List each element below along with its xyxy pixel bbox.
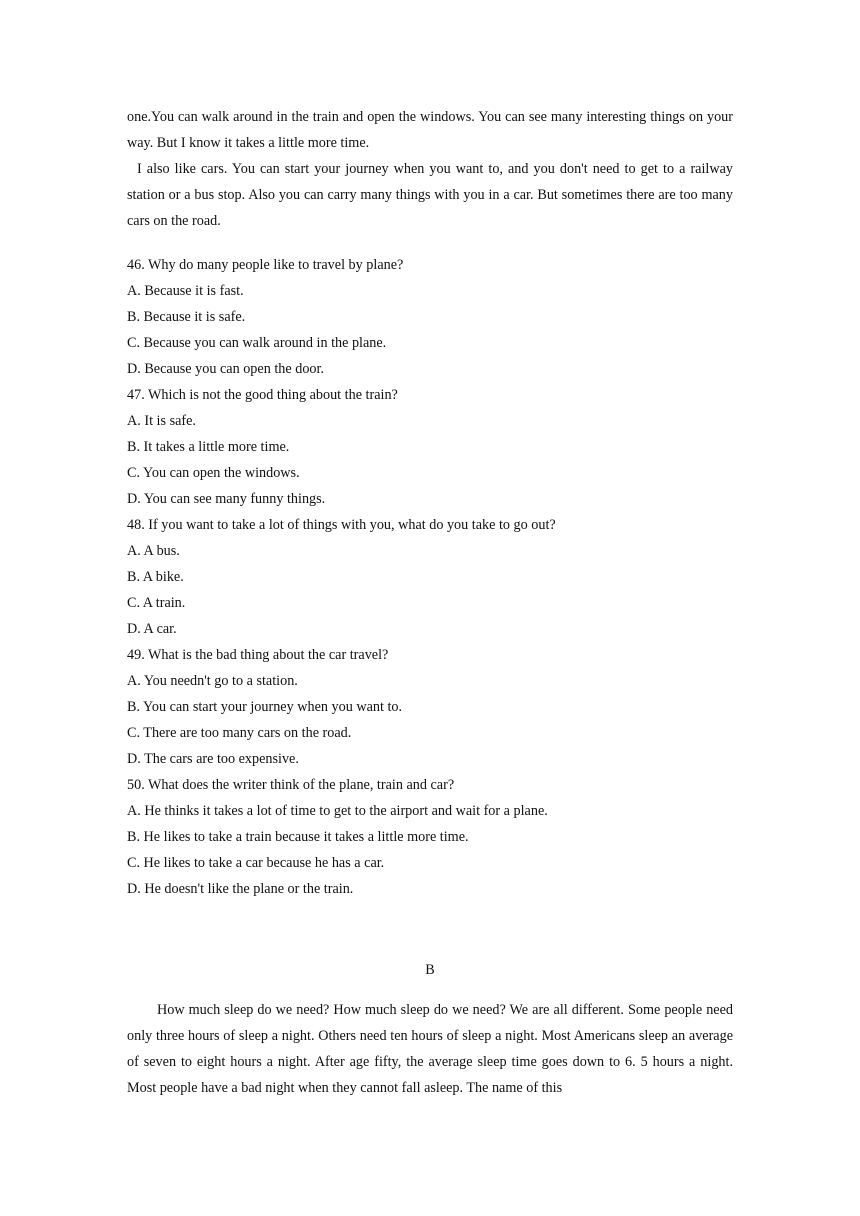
section-b-label: B	[425, 962, 435, 978]
answer-option: D. A car.	[127, 621, 177, 637]
answer-option: D. You can see many funny things.	[127, 491, 326, 507]
question-47	[127, 382, 733, 512]
answer-option: A. You needn't go to a station.	[127, 673, 298, 689]
passage-a-paragraph-1: one.You can walk around in the train and open the windows. You can see many interesting things on your way. But I know it takes a little more time.	[127, 109, 733, 151]
passage-a	[127, 104, 733, 234]
answer-option: D. He doesn't like the plane or the train.	[127, 881, 354, 897]
answer-option: D. The cars are too expensive.	[127, 751, 299, 767]
question-stem: 48. If you want to take a lot of things with you, what do you take to go out?	[127, 517, 556, 533]
section-b	[127, 957, 733, 1101]
answer-option: A. He thinks it takes a lot of time to get to the airport and wait for a plane.	[127, 803, 548, 819]
question-50	[127, 772, 733, 902]
answer-option: B. Because it is safe.	[127, 309, 246, 325]
answer-option: C. He likes to take a car because he has a car.	[127, 855, 385, 871]
answer-option: C. There are too many cars on the road.	[127, 725, 352, 741]
answer-option: C. You can open the windows.	[127, 465, 300, 481]
answer-option: A. It is safe.	[127, 413, 196, 429]
question-stem: 49. What is the bad thing about the car travel?	[127, 647, 389, 663]
passage-a-paragraph-2: I also like cars. You can start your journey when you want to, and you don't need to get to a railway station or a bus stop. Also you can carry many things with you in a car. But sometimes there are too many cars on the road.	[127, 161, 733, 229]
question-list	[127, 252, 733, 902]
answer-option: B. You can start your journey when you want to.	[127, 699, 403, 715]
question-49	[127, 642, 733, 772]
answer-option: B. He likes to take a train because it takes a little more time.	[127, 829, 469, 845]
answer-option: B. A bike.	[127, 569, 184, 585]
answer-option: C. Because you can walk around in the plane.	[127, 335, 387, 351]
question-stem: 50. What does the writer think of the plane, train and car?	[127, 777, 455, 793]
section-b-paragraph: How much sleep do we need? How much sleep do we need? We are all different. Some people need only three hours of sleep a night. Others need ten hours of sleep a night. Most Americans sleep an average of seven to eight hours a night. After age fifty, the average sleep time goes down to 6. 5 hours a night. Most people have a bad night when they cannot fall asleep. The name of this	[127, 1002, 733, 1096]
answer-option: C. A train.	[127, 595, 186, 611]
question-stem: 47. Which is not the good thing about the train?	[127, 387, 398, 403]
question-46	[127, 252, 733, 382]
answer-option: B. It takes a little more time.	[127, 439, 290, 455]
question-stem: 46. Why do many people like to travel by plane?	[127, 257, 404, 273]
answer-option: D. Because you can open the door.	[127, 361, 324, 377]
answer-option: A. Because it is fast.	[127, 283, 244, 299]
answer-option: A. A bus.	[127, 543, 180, 559]
question-48	[127, 512, 733, 642]
document-page	[127, 104, 733, 1101]
